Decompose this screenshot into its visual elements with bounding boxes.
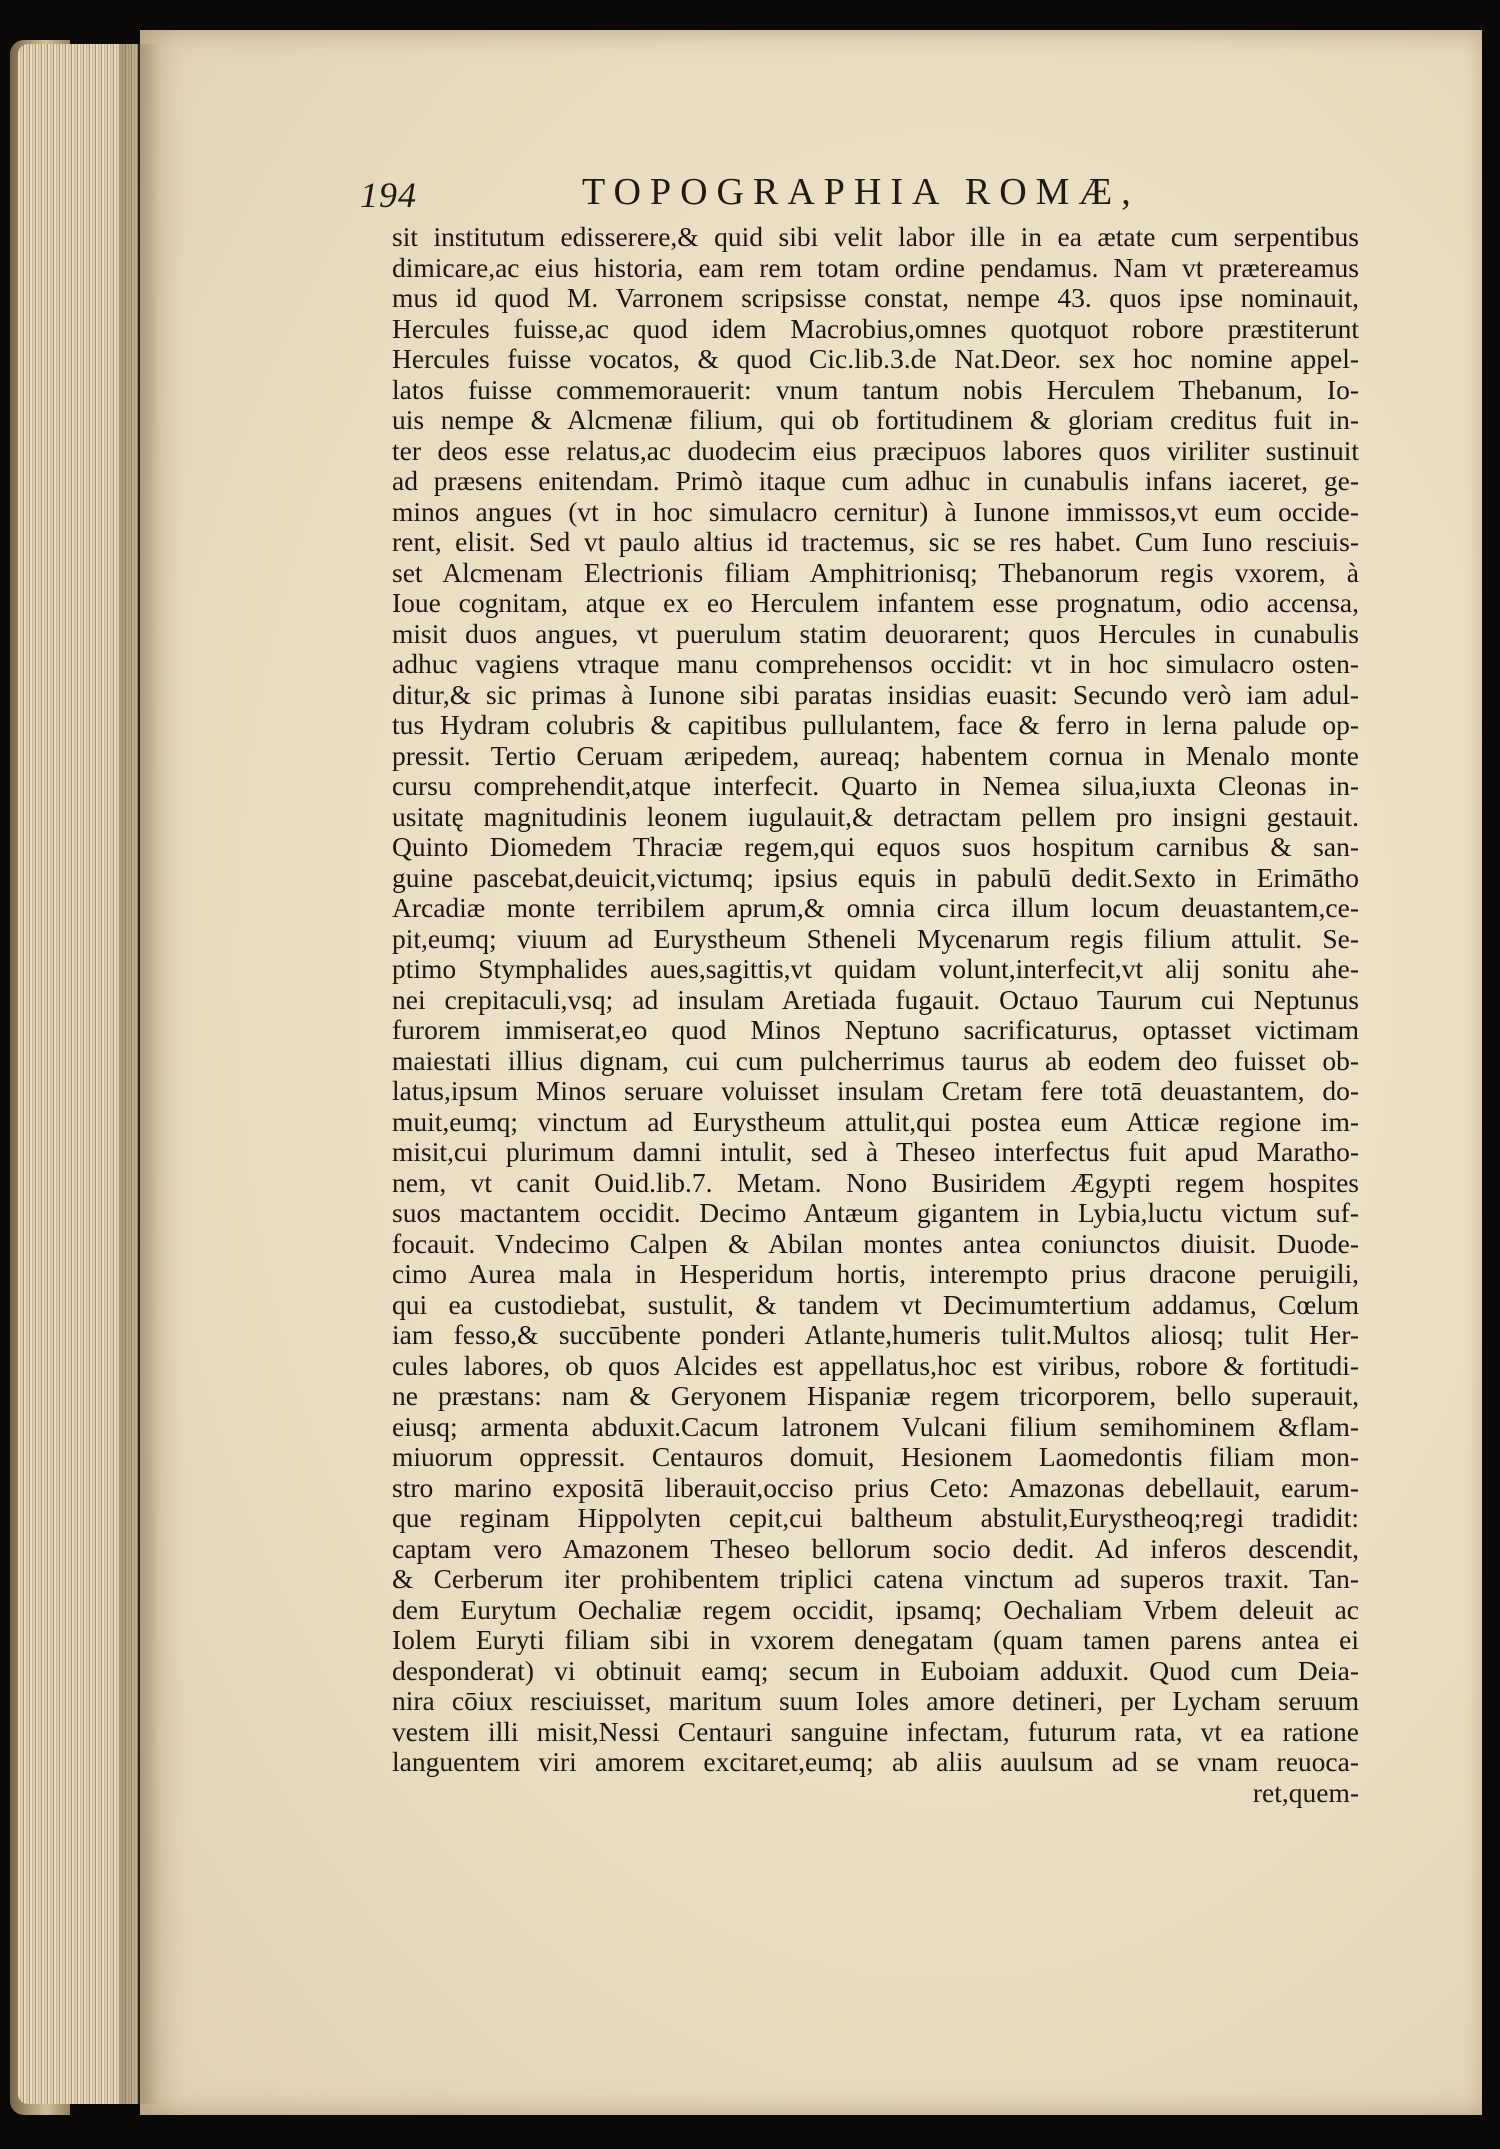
text-line: pressit. Tertio Ceruam æripedem, aureaq; habentem cornua in Menalo monte bbox=[392, 740, 1359, 771]
text-line: qui ea custodiebat, sustulit, & tandem vt Decimumtertium addamus, Cœlum bbox=[392, 1289, 1359, 1320]
text-line: misit,cui plurimum damni intulit, sed à Theseo interfectus fuit apud Maratho- bbox=[392, 1137, 1359, 1167]
text-line: suos mactantem occidit. Decimo Antæum gigantem in Lybia,luctu victum suf- bbox=[392, 1198, 1359, 1228]
text-line: nira cōiux resciuisset, maritum suum Ioles amore detineri, per Lycham seruum bbox=[392, 1686, 1359, 1716]
text-line: tus Hydram colubris & capitibus pullulantem, face & ferro in lerna palude op- bbox=[392, 710, 1359, 740]
text-line: mus id quod M. Varronem scripsisse constat, nempe 43. quos ipse nominauit, bbox=[392, 283, 1359, 313]
text-line: nei crepitaculi,vsq; ad insulam Aretiada fugauit. Octauo Taurum cui Neptunus bbox=[392, 984, 1359, 1015]
text-line: que reginam Hippolyten cepit,cui baltheum abstulit,Eurystheoq;regi tradidit: bbox=[392, 1503, 1359, 1533]
text-line: cimo Aurea mala in Hesperidum hortis, interempto prius dracone peruigili, bbox=[392, 1259, 1359, 1289]
text-line: ad præsens enitendam. Primò itaque cum adhuc in cunabulis infans iaceret, ge- bbox=[392, 466, 1359, 496]
text-line: guine pascebat,deuicit,victumq; ipsius equis in pabulū dedit.Sexto in Erimātho bbox=[392, 862, 1359, 893]
text-line: stro marino expositā liberauit,occiso prius Ceto: Amazonas debellauit, earum- bbox=[392, 1472, 1359, 1503]
text-line: ter deos esse relatus,ac duodecim eius præcipuos labores quos viriliter sustinuit bbox=[392, 435, 1359, 466]
text-line: captam vero Amazonem Theseo bellorum socio dedit. Ad inferos descendit, bbox=[392, 1533, 1359, 1564]
text-line: iam fesso,& succūbente ponderi Atlante,humeris tulit.Multos aliosq; tulit Her- bbox=[392, 1320, 1359, 1350]
text-line: focauit. Vndecimo Calpen & Abilan montes antea coniunctos diuisit. Duode- bbox=[392, 1228, 1359, 1259]
text-line: furorem immiserat,eo quod Minos Neptuno sacrificaturus, optasset victimam bbox=[392, 1015, 1359, 1045]
text-line: dem Eurytum Oechaliæ regem occidit, ipsamq; Oechaliam Vrbem deleuit ac bbox=[392, 1594, 1359, 1625]
gutter-shadow bbox=[120, 44, 160, 2104]
text-line: set Alcmenam Electrionis filiam Amphitrionisq; Thebanorum regis vxorem, à bbox=[392, 557, 1359, 588]
text-line: languentem viri amorem excitaret,eumq; ab aliis auulsum ad se vnam reuoca- bbox=[392, 1747, 1359, 1777]
text-line: miuorum oppressit. Centauros domuit, Hesionem Laomedontis filiam mon- bbox=[392, 1442, 1359, 1472]
text-line: latus,ipsum Minos seruare voluisset insulam Cretam fere totā deuastantem, do- bbox=[392, 1076, 1359, 1106]
text-line: latos fuisse commemorauerit: vnum tantum nobis Herculem Thebanum, Io- bbox=[392, 374, 1359, 405]
text-line: dimicare,ac eius historia, eam rem totam ordine pendamus. Nam vt prætereamus bbox=[392, 252, 1359, 283]
text-line: usitatę magnitudinis leonem iugulauit,& detractam pellem pro insigni gestauit. bbox=[392, 801, 1359, 832]
text-line: rent, elisit. Sed vt paulo altius id tractemus, sic se res habet. Cum Iuno resciuis- bbox=[392, 527, 1359, 557]
text-line: adhuc vagiens vtraque manu comprehensos occidit: vt in hoc simulacro osten- bbox=[392, 649, 1359, 679]
body-text bbox=[392, 222, 1359, 1808]
text-line: muit,eumq; vinctum ad Eurystheum attulit,qui postea eum Atticæ regione im- bbox=[392, 1106, 1359, 1137]
text-line: cursu comprehendit,atque interfecit. Quarto in Nemea silua,iuxta Cleonas in- bbox=[392, 771, 1359, 801]
text-line: vestem illi misit,Nessi Centauri sanguine infectam, futurum rata, vt ea ratione bbox=[392, 1716, 1359, 1747]
text-line: sit institutum edisserere,& quid sibi velit labor ille in ea ætate cum serpentibus bbox=[392, 222, 1359, 252]
text-line: Iolem Euryti filiam sibi in vxorem denegatam (quam tamen parens antea ei bbox=[392, 1625, 1359, 1655]
text-line: ne præstans: nam & Geryonem Hispaniæ regem tricorporem, bello superauit, bbox=[392, 1381, 1359, 1411]
text-line: Hercules fuisse vocatos, & quod Cic.lib.3.de Nat.Deor. sex hoc nomine appel- bbox=[392, 344, 1359, 374]
text-line: Quinto Diomedem Thraciæ regem,qui equos suos hospitum carnibus & san- bbox=[392, 832, 1359, 862]
text-line: Hercules fuisse,ac quod idem Macrobius,omnes quotquot robore præstiterunt bbox=[392, 313, 1359, 344]
text-line: uis nempe & Alcmenæ filium, qui ob fortitudinem & gloriam creditus fuit in- bbox=[392, 405, 1359, 435]
text-line: minos angues (vt in hoc simulacro cernitur) à Iunone immissos,vt eum occide- bbox=[392, 496, 1359, 527]
text-line: cules labores, ob quos Alcides est appellatus,hoc est viribus, robore & fortitudi- bbox=[392, 1350, 1359, 1381]
text-line: Ioue cognitam, atque ex eo Herculem infantem esse prognatum, odio accensa, bbox=[392, 588, 1359, 618]
text-line: desponderat) vi obtinuit eamq; secum in Euboiam adduxit. Quod cum Deia- bbox=[392, 1655, 1359, 1686]
running-title: TOPOGRAPHIA ROMÆ, bbox=[582, 171, 1140, 213]
text-line: nem, vt canit Ouid.lib.7. Metam. Nono Busiridem Ægypti regem hospites bbox=[392, 1167, 1359, 1198]
text-line: misit duos angues, vt puerulum statim deuorarent; quos Hercules in cunabulis bbox=[392, 618, 1359, 649]
text-line: ptimo Stymphalides aues,sagittis,vt quidam volunt,interfecit,vt alij sonitu ahe- bbox=[392, 954, 1359, 984]
text-line: ret,quem- bbox=[1252, 1777, 1359, 1808]
text-line: ditur,& sic primas à Iunone sibi paratas insidias euasit: Secundo verò iam adul- bbox=[392, 679, 1359, 710]
running-head bbox=[360, 170, 1260, 220]
text-line: maiestati illius dignam, cui cum pulcherrimus taurus ab eodem deo fuisset ob- bbox=[392, 1045, 1359, 1076]
text-line: eiusq; armenta abduxit.Cacum latronem Vulcani filium semihominem &flam- bbox=[392, 1411, 1359, 1442]
page-number: 194 bbox=[360, 175, 417, 215]
text-line: & Cerberum iter prohibentem triplici catena vinctum ad superos traxit. Tan- bbox=[392, 1564, 1359, 1594]
text-line: Arcadiæ monte terribilem aprum,& omnia circa illum locum deuastantem,ce- bbox=[392, 893, 1359, 923]
text-line: pit,eumq; viuum ad Eurystheum Stheneli Mycenarum regis filium attulit. Se- bbox=[392, 923, 1359, 954]
